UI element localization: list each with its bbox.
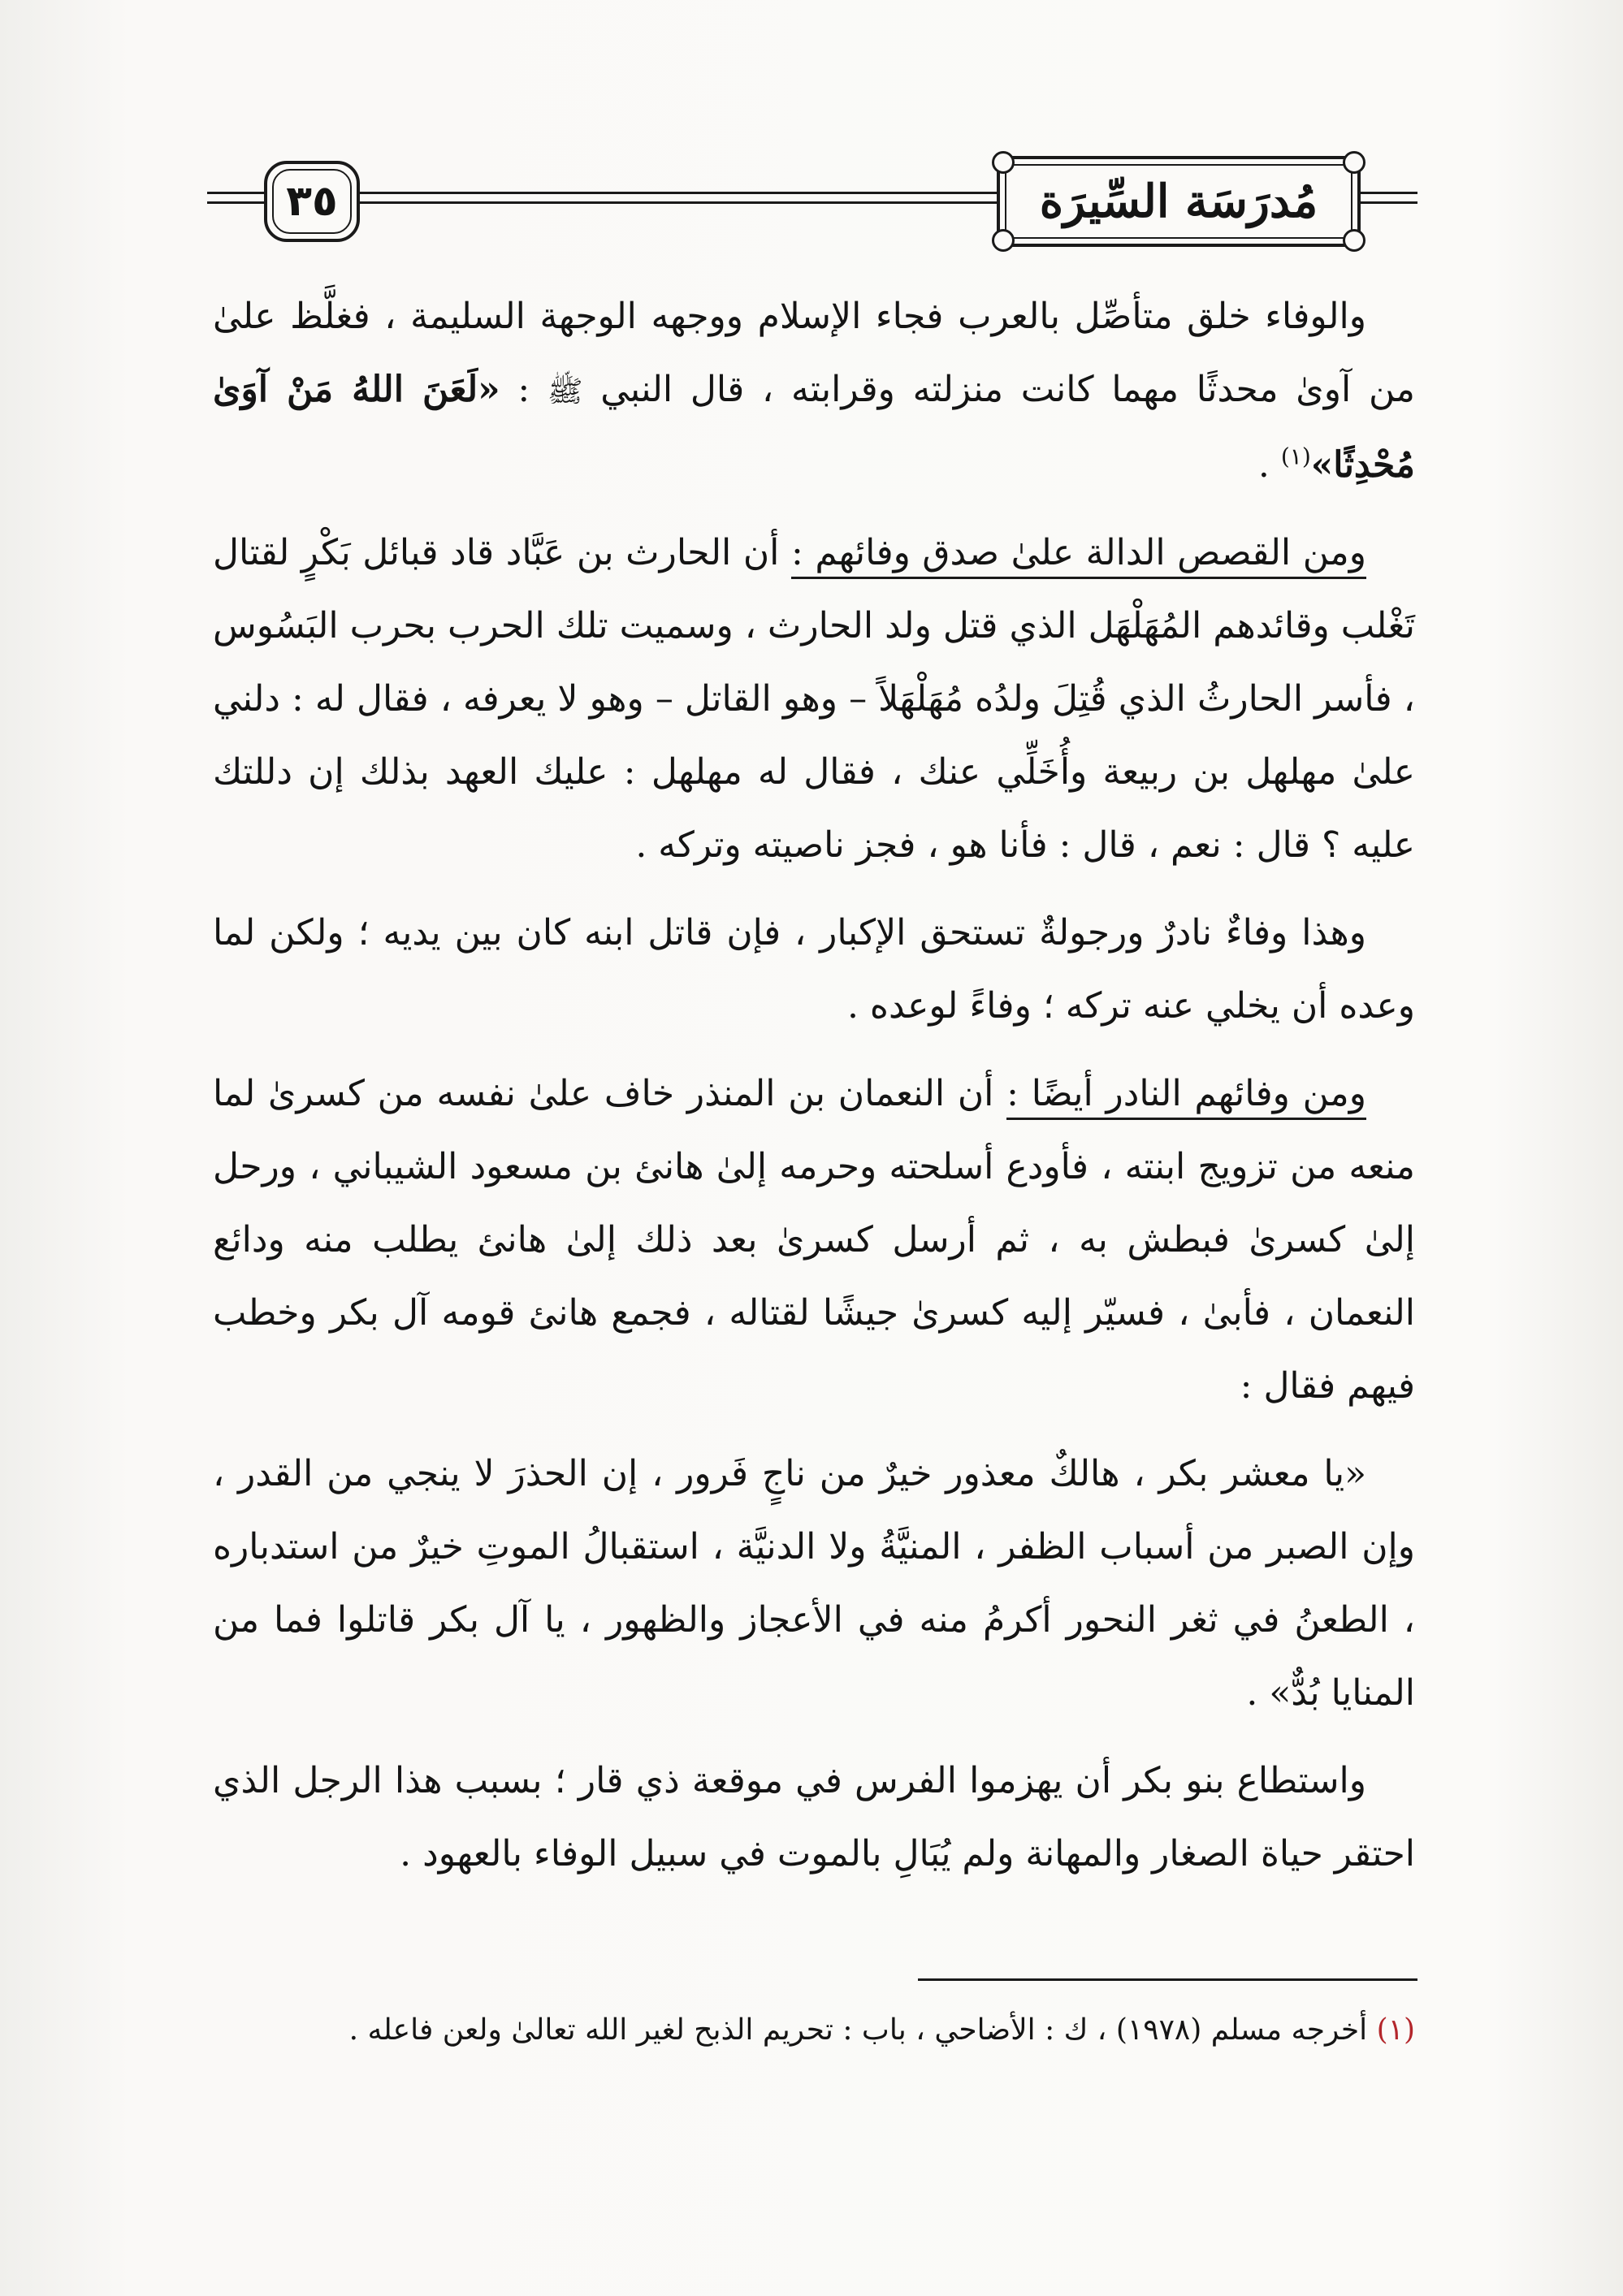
footnote-ref: (١) [1280,443,1311,470]
paragraph [213,897,1415,1043]
text-run: «لَعَنَ اللهُ مَنْ آوَىٰ مُحْدِثًا» [213,369,1415,486]
paragraph [213,280,1415,502]
page-number-badge [264,161,360,242]
text-run: ﷺ [547,375,583,409]
page-number: ٣٥ [286,177,338,226]
footnote-text: أخرجه مسلم (١٩٧٨) ، ك : الأضاحي ، باب : تحريم الذبح لغير الله تعالىٰ ولعن فاعله . [348,2013,1377,2047]
footnote-separator [918,1978,1417,1981]
footnote-number: (١) [1376,2013,1415,2047]
footnote [213,2006,1415,2055]
paragraph [213,1057,1415,1423]
paragraph [213,1745,1415,1891]
text-run: أن النعمان بن المنذر خاف علىٰ نفسه من كسرىٰ لما منعه من تزويج ابنته ، فأودع أسلحته وحرمه إلىٰ هانئ بن مسعود الشيباني ، ورحل إلىٰ كسرىٰ فبطش به ، ثم أرسل كسرىٰ بعد ذلك إلىٰ هانئ يطلب منه ودائع النعمان ، فأبىٰ ، فسيّر إليه كسرىٰ جيشًا لقتاله ، فجمع هانئ قومه آل بكر وخطب فيهم فقال : [213,1073,1415,1407]
page-header [207,154,1417,252]
underlined-heading: ومن وفائهم النادر أيضًا : [1006,1073,1366,1120]
underlined-heading: ومن القصص الدالة علىٰ صدق وفائهم : [791,532,1366,579]
text-run: . [1257,444,1281,486]
text-run: والوفاء خلق متأصِّل بالعرب فجاء الإسلام ووجهه الوجهة السليمة ، فغلَّظ علىٰ من آوىٰ محدثًا مهما كانت منزلته وقرابته ، قال النبي [213,296,1416,410]
paragraph [213,1438,1415,1730]
paragraph [213,517,1415,882]
frame-ornament-icon [1343,229,1365,252]
frame-ornament-icon [992,151,1015,174]
text-run: «يا معشر بكر ، هالكٌ معذور خيرٌ من ناجٍ فَرور ، إن الحذرَ لا ينجي من القدر ، وإن الصبر من أسباب الظفر ، المنيَّةُ ولا الدنيَّة ، استقبالُ الموتِ خيرٌ من استدباره ، الطعنُ في ثغر النحور أكرمُ منه في الأعجاز والظهور ، يا آل بكر قاتلوا فما من المنايا بُدٌّ» . [213,1453,1415,1714]
text-run: : [500,369,547,410]
book-title-frame [997,156,1361,247]
text-run: وهذا وفاءٌ نادرٌ ورجولةٌ تستحق الإكبار ، فإن قاتل ابنه كان بين يديه ؛ ولكن لما وعده أن يخلي عنه تركه ؛ وفاءً لوعده . [213,912,1415,1027]
text-run: واستطاع بنو بكر أن يهزموا الفرس في موقعة ذي قار ؛ بسبب هذا الرجل الذي احتقر حياة الصغار والمهانة ولم يُبَالِ بالموت في سبيل الوفاء بالعهود . [213,1760,1415,1874]
frame-ornament-icon [1343,151,1365,174]
text-run: أن الحارث بن عَبَّاد قاد قبائل بَكْرٍ لقتال تَغْلب وقائدهم المُهَلْهَل الذي قتل ولد الحارث ، وسميت تلك الحرب بحرب البَسُوس ، فأسر الحارثُ الذي قُتِلَ ولدُه مُهَلْهَلاً – وهو القاتل – وهو لا يعرفه ، فقال له : دلني علىٰ مهلهل بن ربيعة وأُخَلِّي عنك ، فقال له مهلهل : عليك العهد بذلك إن دللتك عليه ؟ قال : نعم ، قال : فأنا هو ، فجز ناصيته وتركه . [213,532,1415,866]
frame-ornament-icon [992,229,1015,252]
book-title: مُدرَسَة السِّيرَة [1039,175,1318,228]
main-text [213,280,1415,1905]
